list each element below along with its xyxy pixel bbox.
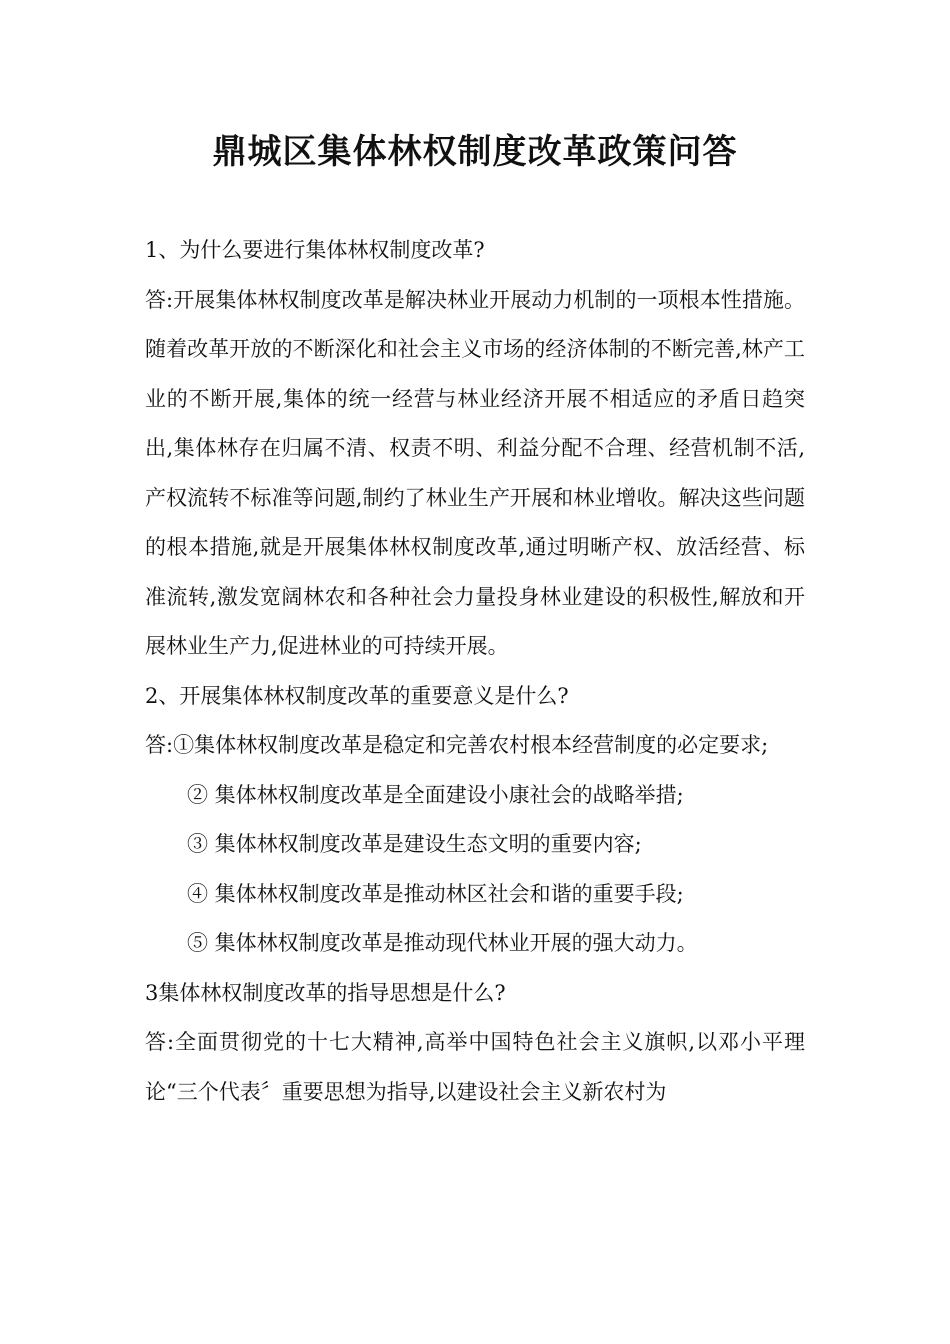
answer-2-item-1: 答:①集体林权制度改革是稳定和完善农村根本经营制度的必定要求; xyxy=(145,733,769,757)
document-body xyxy=(145,226,805,1117)
question-3: 3集体林权制度改革的指导思想是什么? xyxy=(145,980,506,1005)
answer-3: 答:全面贯彻党的十七大精神,高举中国特色社会主义旗帜,以邓小平理论“三个代表〞重要思想为指导,以建设社会主义新农村为 xyxy=(145,1030,805,1104)
question-1: 1、为什么要进行集体林权制度改革? xyxy=(145,238,485,262)
question-2: 2、开展集体林权制度改革的重要意义是什么? xyxy=(145,683,569,708)
answer-2-item-4: ④ 集体林权制度改革是推动林区社会和谐的重要手段; xyxy=(187,881,684,906)
answer-2-item-5: ⑤ 集体林权制度改革是推动现代林业开展的强大动力。 xyxy=(187,931,698,955)
answer-2-item-2: ② 集体林权制度改革是全面建设小康社会的战略举措; xyxy=(187,782,684,807)
answer-2-item-3: ③ 集体林权制度改革是建设生态文明的重要内容; xyxy=(187,832,642,856)
answer-1: 答:开展集体林权制度改革是解决林业开展动力机制的一项根本性措施。随着改革开放的不断深化和社会主义市场的经济体制的不断完善,林产工业的不断开展,集体的统一经营与林业经济开展不相适应的矛盾日趋突出,集体林存在归属不清、权责不明、利益分配不合理、经营机制不活,产权流转不标准等问题,制约了林业生产开展和林业增收。解决这些问题的根本措施,就是开展集体林权制度改革,通过明晰产权、放活经营、标准流转,激发宽阔林农和各种社会力量投身林业建设的积极性,解放和开展林业生产力,促进林业的可持续开展。 xyxy=(145,287,805,658)
document-title: 鼎城区集体林权制度改革政策问答 xyxy=(212,132,738,172)
